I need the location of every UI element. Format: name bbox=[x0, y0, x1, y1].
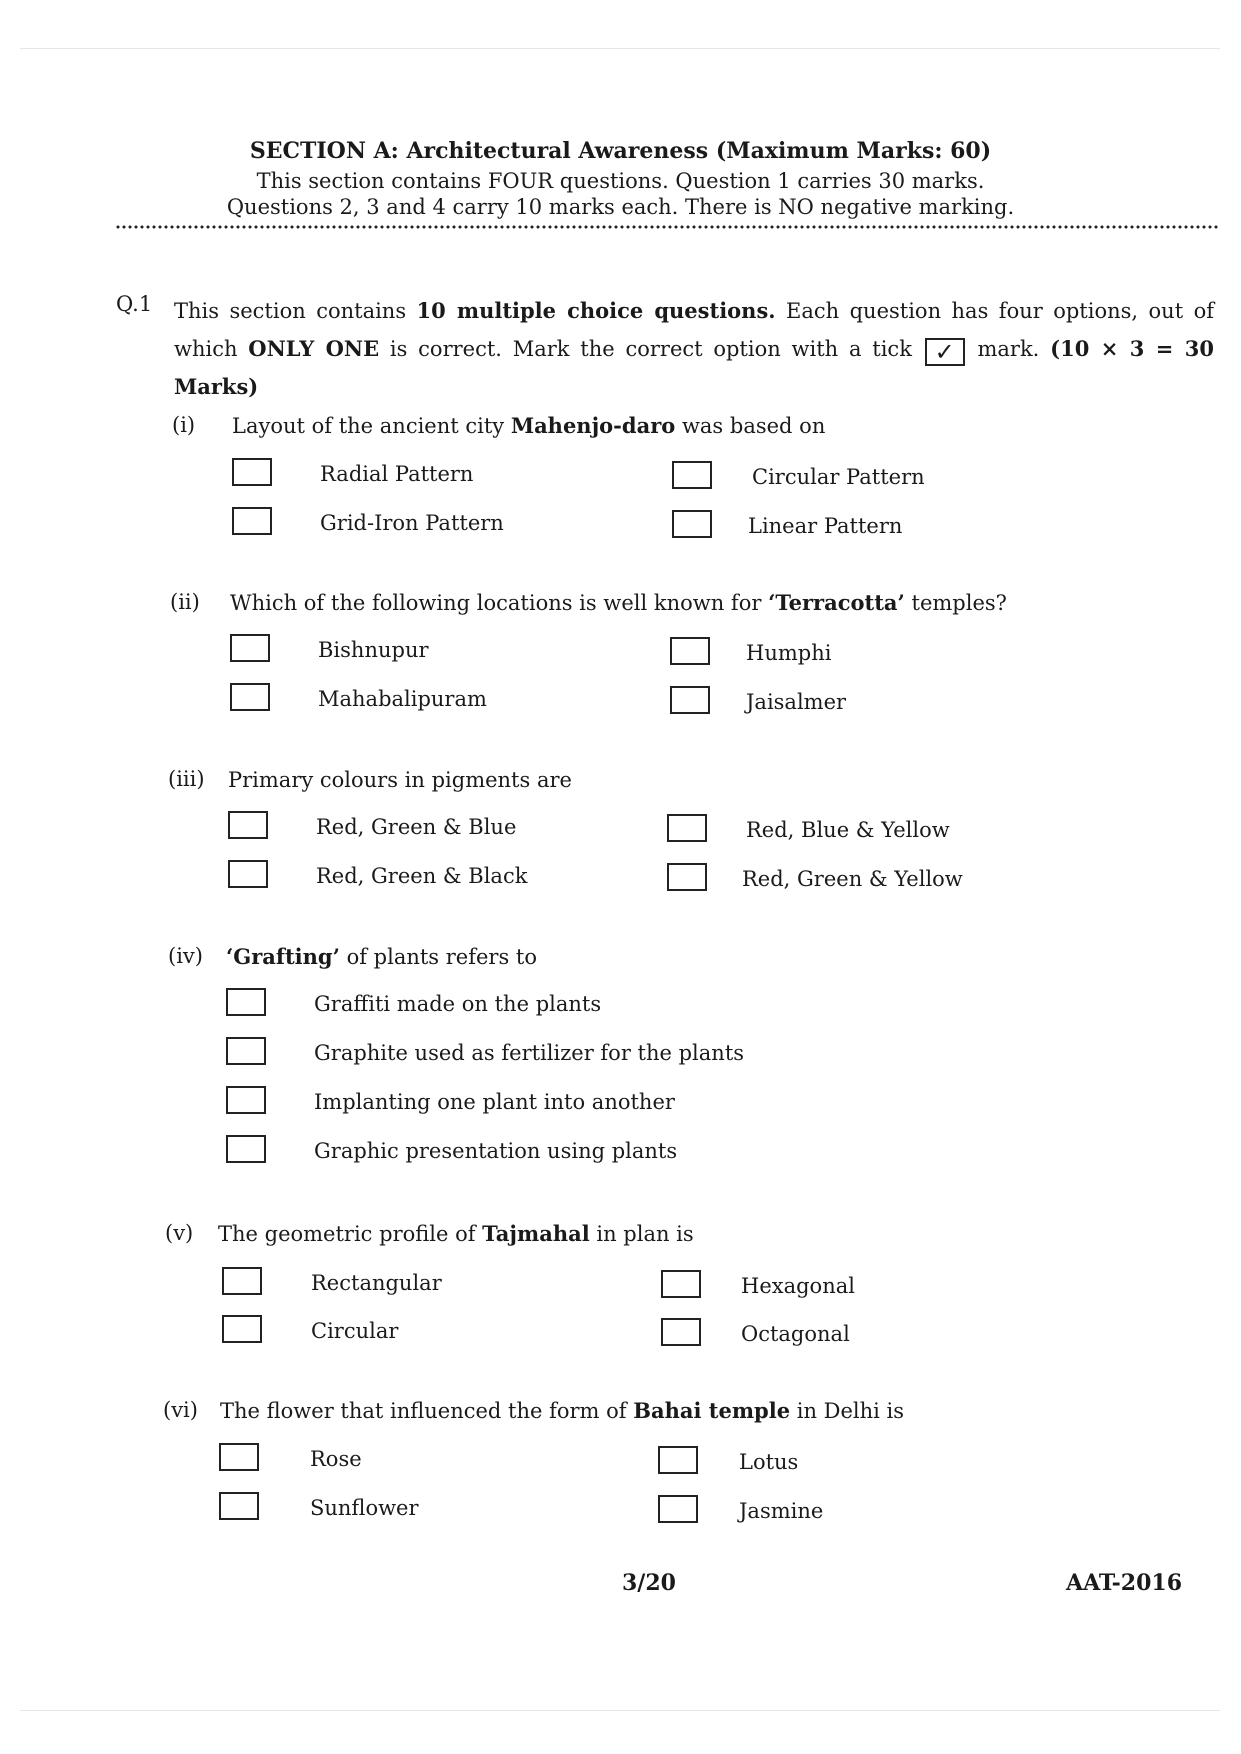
option-label: Red, Blue & Yellow bbox=[746, 818, 950, 842]
option-label: Graffiti made on the plants bbox=[314, 992, 602, 1016]
section-title: SECTION A: Architectural Awareness (Maximum Marks: 60) bbox=[249, 138, 992, 164]
paper-code: AAT-2016 bbox=[1066, 1570, 1183, 1596]
option-checkbox[interactable] bbox=[667, 863, 707, 891]
option-label: Rose bbox=[310, 1447, 362, 1471]
option-checkbox[interactable] bbox=[226, 1037, 266, 1065]
option-checkbox[interactable] bbox=[661, 1270, 701, 1298]
option-checkbox[interactable] bbox=[226, 988, 266, 1016]
sub-question-number: (iii) bbox=[168, 767, 205, 791]
option-checkbox[interactable] bbox=[670, 637, 710, 665]
sub-question-number: (iv) bbox=[168, 944, 203, 968]
option-label: Grid-Iron Pattern bbox=[320, 511, 504, 535]
sub-question-text: The flower that influenced the form of Bahai temple in Delhi is bbox=[220, 1398, 905, 1423]
option-checkbox[interactable] bbox=[667, 814, 707, 842]
option-checkbox[interactable] bbox=[219, 1443, 259, 1471]
sub-question-text: Primary colours in pigments are bbox=[228, 768, 572, 792]
option-label: Graphic presentation using plants bbox=[314, 1139, 678, 1163]
option-checkbox[interactable] bbox=[232, 458, 272, 486]
option-label: Bishnupur bbox=[318, 638, 429, 662]
dotted-divider bbox=[115, 225, 1220, 229]
option-label: Circular Pattern bbox=[752, 465, 925, 489]
option-label: Rectangular bbox=[311, 1271, 442, 1295]
option-checkbox[interactable] bbox=[672, 510, 712, 538]
question-instruction: This section contains 10 multiple choice questions. Each question has four options, out of which ONLY ONE is correct. Mark the correct option with a tick ✓ mark. (10 × 3 = 30 Marks) bbox=[174, 298, 1214, 399]
option-checkbox[interactable] bbox=[222, 1267, 262, 1295]
tick-mark-icon: ✓ bbox=[925, 338, 965, 366]
option-label: Lotus bbox=[739, 1450, 799, 1474]
option-label: Implanting one plant into another bbox=[314, 1090, 675, 1114]
top-scan-line bbox=[20, 48, 1220, 49]
option-checkbox[interactable] bbox=[232, 507, 272, 535]
option-label: Jasmine bbox=[739, 1499, 824, 1523]
option-checkbox[interactable] bbox=[226, 1086, 266, 1114]
sub-question-number: (vi) bbox=[163, 1398, 198, 1422]
option-checkbox[interactable] bbox=[222, 1315, 262, 1343]
option-checkbox[interactable] bbox=[670, 686, 710, 714]
option-checkbox[interactable] bbox=[219, 1492, 259, 1520]
option-label: Sunflower bbox=[310, 1496, 419, 1520]
option-label: Mahabalipuram bbox=[318, 687, 487, 711]
option-label: Hexagonal bbox=[741, 1274, 855, 1298]
option-label: Red, Green & Yellow bbox=[742, 867, 963, 891]
section-info-line-1: This section contains FOUR questions. Question 1 carries 30 marks. bbox=[256, 169, 985, 193]
option-label: Jaisalmer bbox=[746, 690, 847, 714]
option-checkbox[interactable] bbox=[228, 811, 268, 839]
option-label: Radial Pattern bbox=[320, 462, 474, 486]
option-checkbox[interactable] bbox=[226, 1135, 266, 1163]
section-info-line-2: Questions 2, 3 and 4 carry 10 marks each. There is NO negative marking. bbox=[226, 195, 1015, 219]
option-checkbox[interactable] bbox=[228, 860, 268, 888]
page-number: 3/20 bbox=[622, 1570, 676, 1596]
option-checkbox[interactable] bbox=[672, 461, 712, 489]
option-label: Octagonal bbox=[741, 1322, 850, 1346]
option-checkbox[interactable] bbox=[661, 1318, 701, 1346]
option-label: Humphi bbox=[746, 641, 832, 665]
question-number: Q.1 bbox=[116, 292, 153, 316]
option-label: Linear Pattern bbox=[748, 514, 903, 538]
sub-question-text: Which of the following locations is well known for ‘Terracotta’ temples? bbox=[230, 590, 1007, 615]
sub-question-text: Layout of the ancient city Mahenjo-daro was based on bbox=[232, 413, 826, 438]
option-label: Red, Green & Blue bbox=[316, 815, 517, 839]
option-label: Red, Green & Black bbox=[316, 864, 528, 888]
option-checkbox[interactable] bbox=[658, 1495, 698, 1523]
sub-question-number: (ii) bbox=[170, 590, 200, 614]
sub-question-number: (v) bbox=[165, 1221, 194, 1245]
bottom-scan-line bbox=[20, 1710, 1220, 1711]
sub-question-text: The geometric profile of Tajmahal in plan is bbox=[218, 1221, 694, 1246]
option-checkbox[interactable] bbox=[658, 1446, 698, 1474]
option-checkbox[interactable] bbox=[230, 634, 270, 662]
option-label: Circular bbox=[311, 1319, 399, 1343]
option-checkbox[interactable] bbox=[230, 683, 270, 711]
sub-question-number: (i) bbox=[172, 413, 196, 437]
sub-question-text: ‘Grafting’ of plants refers to bbox=[226, 944, 537, 969]
option-label: Graphite used as fertilizer for the plants bbox=[314, 1041, 745, 1065]
